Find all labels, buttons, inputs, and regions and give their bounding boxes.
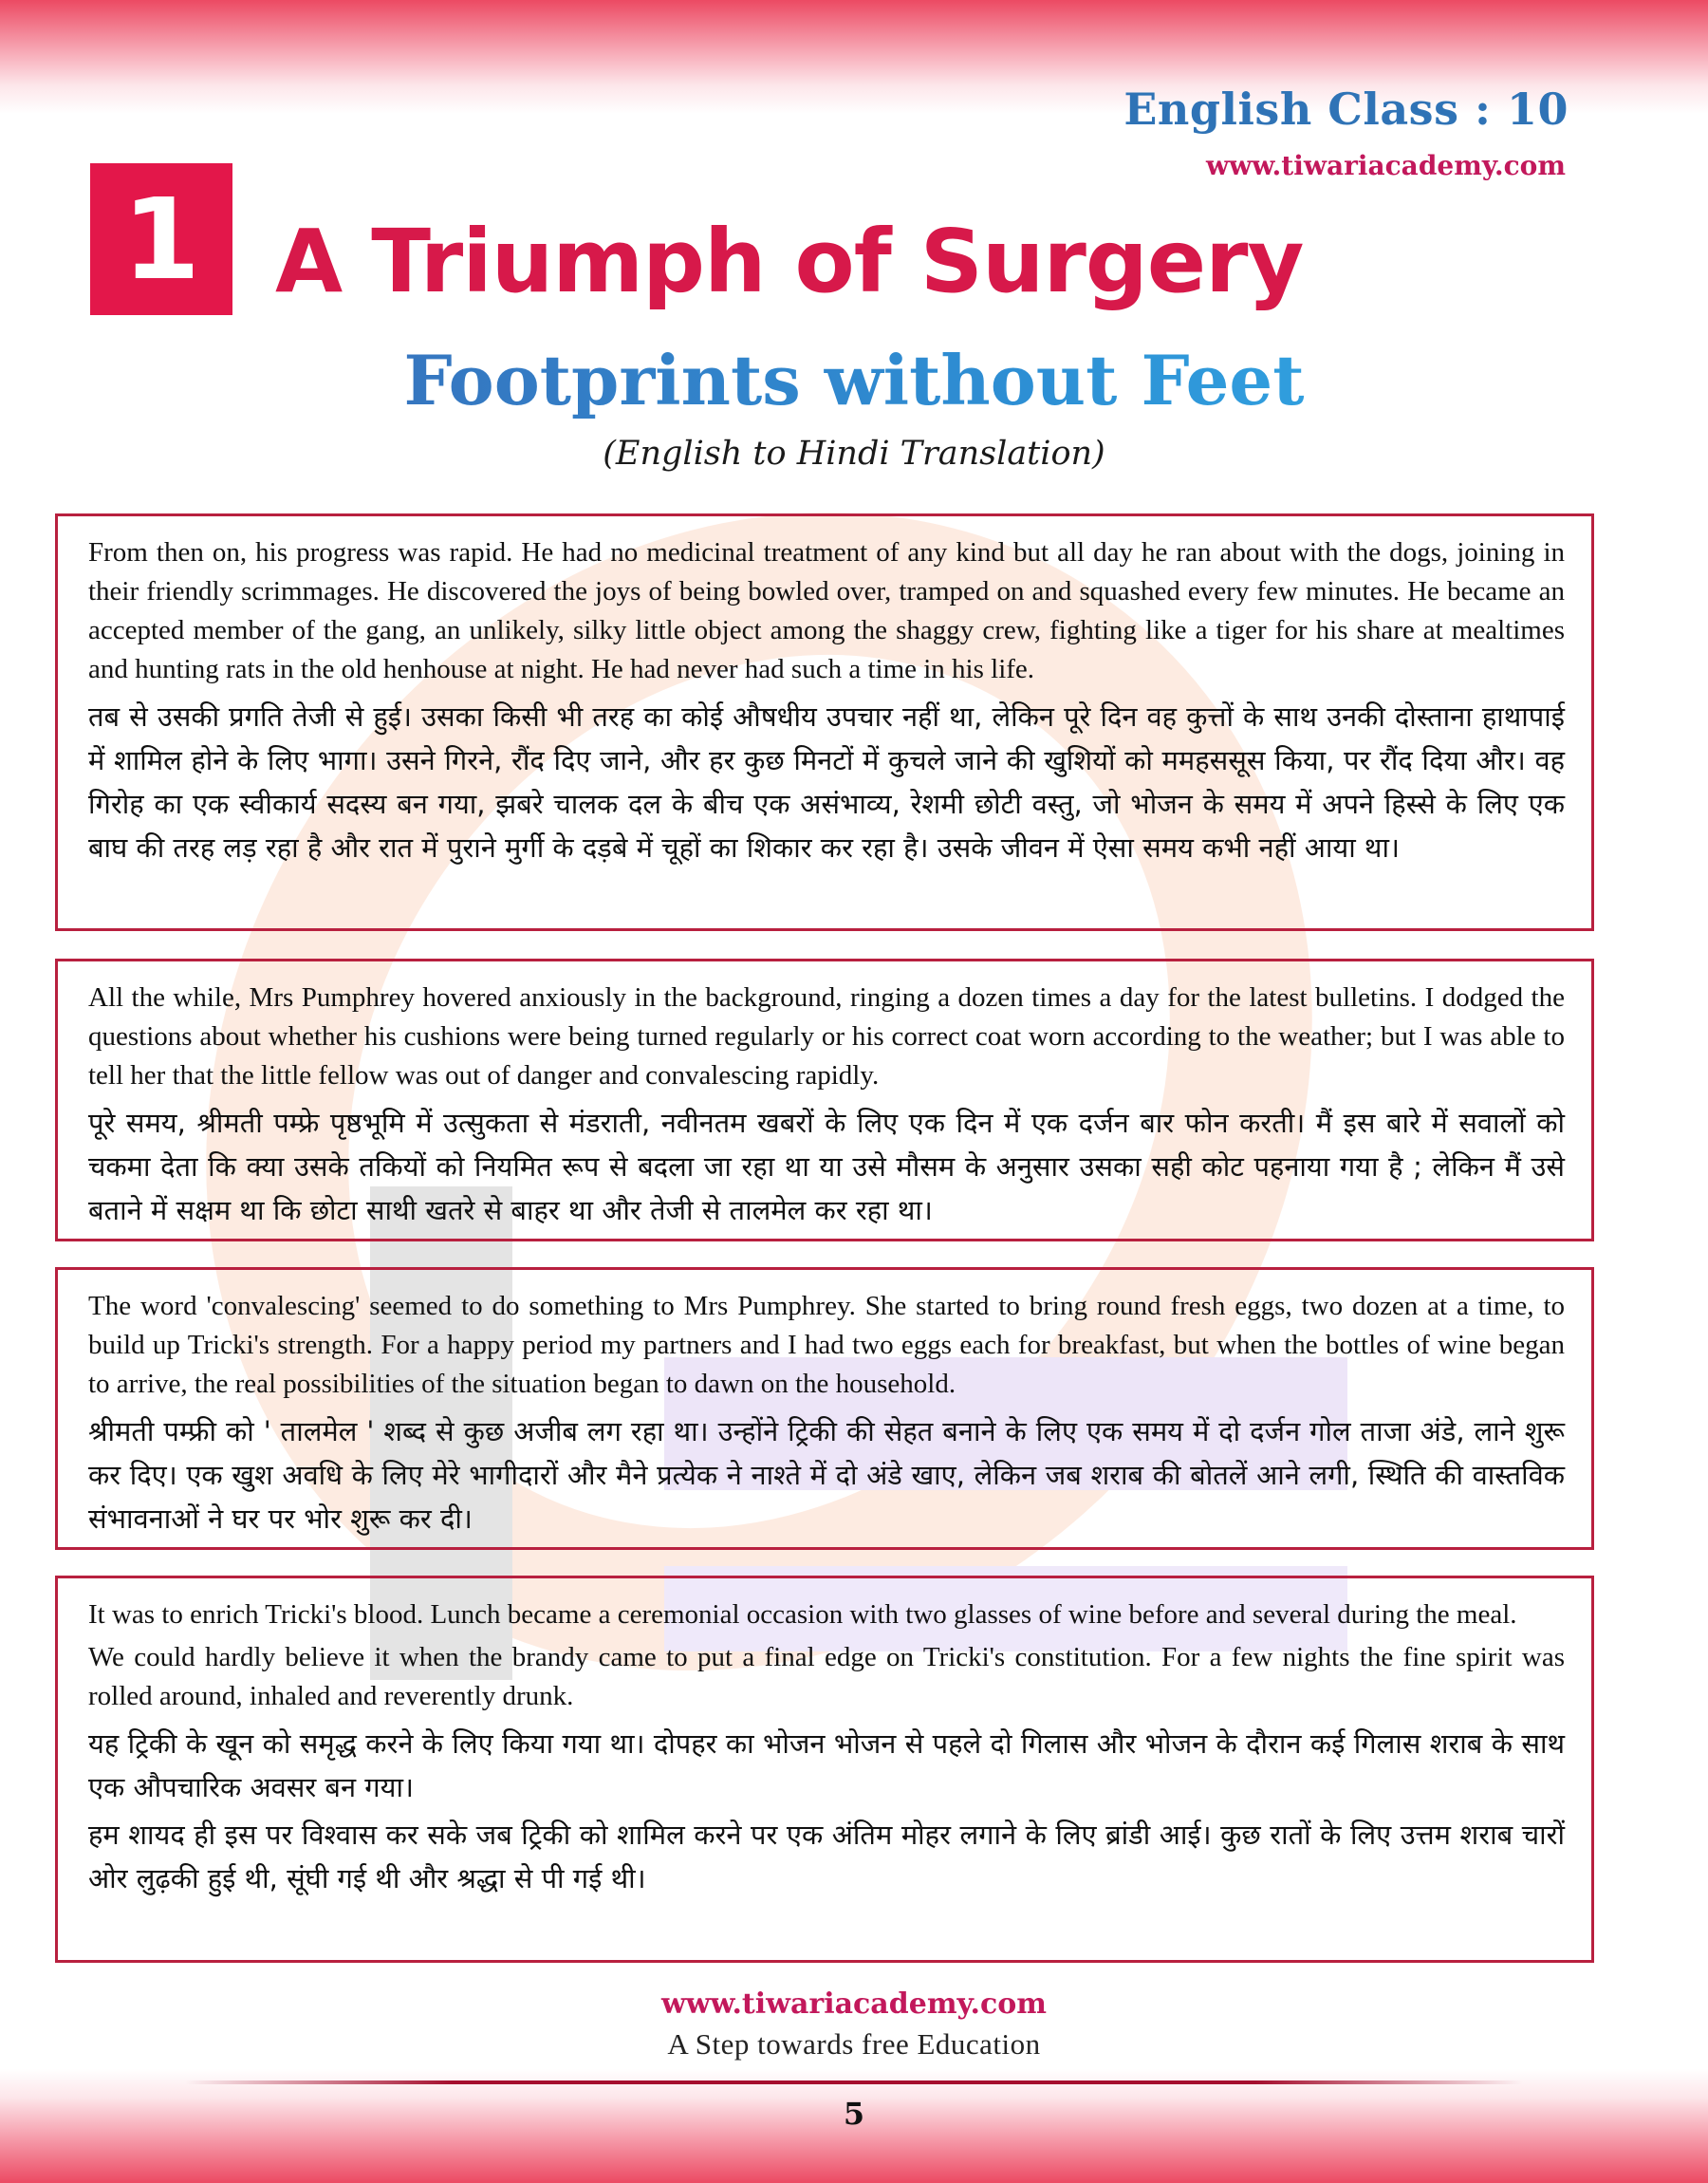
chapter-title: A Triumph of Surgery (275, 211, 1304, 312)
header-website-link[interactable]: www.tiwariacademy.com (1206, 150, 1566, 181)
footer-tagline: A Step towards free Education (667, 2027, 1041, 2061)
english-paragraph: All the while, Mrs Pumphrey hovered anxiously in the background, ringing a dozen times a day for the latest bulletins. I dodged the questions about whether his cushions were being turned regularly or his correct coat worn according to the weather; but I was able to tell her that the little fellow was out of danger and convalescing rapidly. (88, 982, 1565, 1091)
translation-section-3 (55, 1267, 1594, 1550)
class-label: English Class : 10 (1123, 84, 1569, 135)
translation-section-4 (55, 1576, 1594, 1963)
hindi-paragraph: हम शायद ही इस पर विश्वास कर सके जब ट्रिकी को शामिल करने पर एक अंतिम मोहर लगाने के लिए ब्रांडी आई। कुछ रातों के लिए उत्तम शराब चारों ओर लुढ़की हुई थी, सूंघी गई थी और श्रद्धा से पी गई थी। (88, 1819, 1565, 1894)
footer-divider (185, 2080, 1523, 2084)
hindi-paragraph: श्रीमती पम्फ्री को ' तालमेल ' शब्द से कुछ अजीब लग रहा था। उन्होंने ट्रिकी की सेहत बनाने के लिए एक समय में दो दर्जन गोल ताजा अंडे, लाने शुरू कर दिए। एक खुश अवधि के लिए मेरे भागीदारों और मैने प्रत्येक ने नाश्ते में दो अंडे खाए, लेकिन जब शराब की बोतलें आने लगी, स्थिति की वास्तविक संभावनाओं ने घर पर भोर शुरू कर दी। (88, 1415, 1566, 1535)
english-paragraph: We could hardly believe it when the brandy came to put a final edge on Tricki's constitution. For a few nights the fine spirit was rolled around, inhaled and reverently drunk. (88, 1642, 1565, 1711)
translation-section-1 (55, 513, 1594, 931)
hindi-paragraph: यह ट्रिकी के खून को समृद्ध करने के लिए किया गया था। दोपहर का भोजन भोजन से पहले दो गिलास और भोजन के दौरान कई गिलास शराब के साथ एक औपचारिक अवसर बन गया। (88, 1727, 1565, 1803)
english-paragraph: From then on, his progress was rapid. He had no medicinal treatment of any kind but all day he ran about with the dogs, joining in their friendly scrimmages. He discovered the joys of being bowled over, tramped on and squashed every few minutes. He became an accepted member of the gang, an unlikely, silky little object among the shaggy crew, fighting like a tiger for his share at mealtimes and hunting rats in the old henhouse at night. He had never had such a time in his life. (88, 537, 1565, 684)
page-number: 5 (843, 2096, 865, 2132)
hindi-paragraph: तब से उसकी प्रगति तेजी से हुई। उसका किसी भी तरह का कोई औषधीय उपचार नहीं था, लेकिन पूरे दिन वह कुत्तों के साथ उनकी दोस्ताना हाथापाई में शामिल होने के लिए भागा। उसने गिरने, रौंद दिए जाने, और हर कुछ मिनटों में कुचले जाने की खुशियों को ममहससूस किया, पर रौंद दिया और। वह गिरोह का एक स्वीकार्य सदस्य बन गया, झबरे चालक दल के बीच एक असंभाव्य, रेशमी छोटी वस्तु, जो भोजन के समय में अपने हिस्से के लिए एक बाघ की तरह लड़ रहा है और रात में पुराने मुर्गी के दड़बे में चूहों का शिकार कर रहा है। उसके जीवन में ऐसा समय कभी नहीं आया था। (88, 700, 1565, 864)
book-title: Footprints without Feet (0, 340, 1708, 420)
subtitle: (English to Hindi Translation) (603, 435, 1105, 473)
translation-section-2 (55, 959, 1594, 1241)
footer-website-link[interactable]: www.tiwariacademy.com (660, 1987, 1048, 2021)
english-paragraph: The word 'convalescing' seemed to do something to Mrs Pumphrey. She started to bring round fresh eggs, two dozen at a time, to build up Tricki's strength. For a happy period my partners and I had two eggs each for breakfast, but when the bottles of wine began to arrive, the real possibilities of the situation began to dawn on the household. (88, 1291, 1565, 1399)
chapter-number-badge: 1 (90, 163, 232, 315)
english-paragraph: It was to enrich Tricki's blood. Lunch became a ceremonial occasion with two glasses of wine before and several during the meal. (88, 1599, 1517, 1630)
hindi-paragraph: पूरे समय, श्रीमती पम्फ्रे पृष्ठभूमि में उत्सुकता से मंडराती, नवीनतम खबरों के लिए एक दिन में एक दर्जन बार फोन करती। मैं इस बारे में सवालों को चकमा देता कि क्या उसके तकियों को नियमित रूप से बदला जा रहा था या उसे मौसम के अनुसार उसका सही कोट पहनाया गया है ; लेकिन मैं उसे बताने में सक्षम था कि छोटा साथी खतरे से बाहर था और तेजी से तालमेल कर रहा था। (88, 1107, 1565, 1226)
